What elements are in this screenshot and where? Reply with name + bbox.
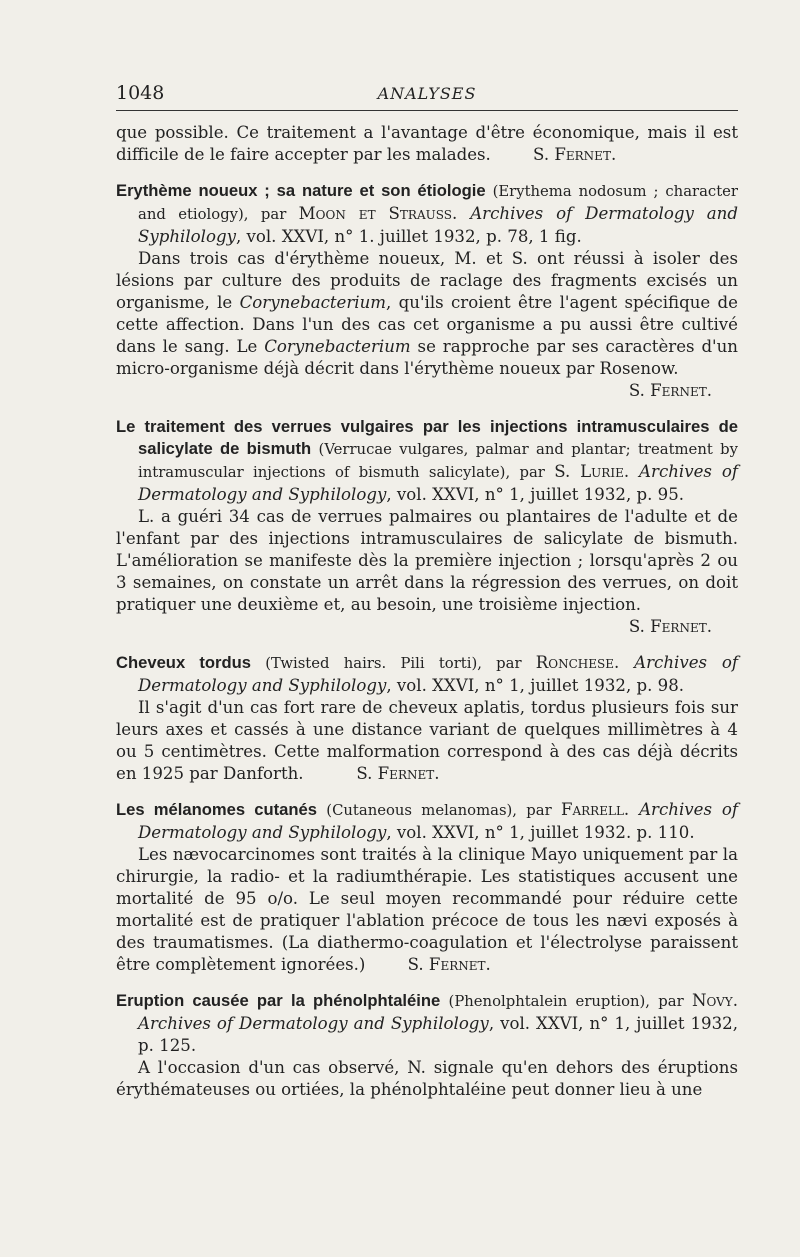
article-title: Cheveux tordus — [116, 653, 251, 672]
signature-line — [116, 616, 738, 638]
article-reference: (Verrucae vulgares, palmar and plantar; treatment by intramuscular injections of bismuth salicylate), par — [138, 441, 738, 481]
article-heading — [116, 652, 738, 697]
journal-details: , vol. XXVI, n° 1, juillet 1932. p. 110. — [386, 823, 695, 842]
page — [116, 82, 738, 1099]
journal-details: , vol. XXVI, n° 1. juillet 1932, p. 78, 1 fig. — [235, 227, 582, 246]
article-title: Le traitement des verrues vulgaires par les injections intramusculaires de salicylate de bismuth — [116, 417, 738, 458]
article-body — [116, 844, 738, 976]
article-reference-sep: . — [732, 991, 738, 1010]
article-body — [116, 248, 738, 380]
body-text: Il s'agit d'un cas fort rare de cheveux aplatis, tordus plusieurs fois sur leurs axes et cassés à une distance variant de quelques millimètres à 4 ou 5 centimètres. Cette malformation correspond à des cas déjà décrits en 1925 par Danforth. — [116, 698, 738, 783]
journal-name: Archives of Dermatology and Syphilology — [138, 204, 738, 246]
article-reference-sep: . — [614, 653, 635, 672]
article-authors: S. Lurie — [554, 462, 624, 481]
article-reference: (Cutaneous melanomas), par — [317, 802, 561, 819]
journal-name: Archives of Dermatology and Syphilology — [138, 800, 738, 842]
body-emphasis: Corynebacterium — [239, 293, 387, 312]
signature: S. Fernet. — [356, 764, 440, 783]
article-reference: (Twisted hairs. Pili torti), par — [250, 655, 536, 672]
article-reference: (Erythema nodosum ; character and etiology), par — [138, 183, 738, 223]
journal-details: , vol. XXVI, n° 1, juillet 1932, p. 98. — [386, 676, 685, 695]
journal-name: Archives of Dermatology and Syphilology — [138, 1014, 489, 1033]
body-text: Les nævocarcinomes sont traités à la clinique Mayo uniquement par la chirurgie, la radio- et la radiumthérapie. Les statistiques accusent une mortalité de 95 o/o. Le seul moyen recommandé pour réduire cette mortalité est de pratiquer l'ablation précoce de tous les nævi exposés à des traumatismes. (La diathermo-coagulation et l'électrolyse paraissent être complètement ignorées.) — [116, 845, 738, 974]
article-reference-sep: . — [623, 462, 640, 481]
journal-name: Archives of Dermatology and Syphilology — [138, 653, 738, 695]
intro-paragraph — [116, 122, 738, 166]
article-heading — [116, 990, 738, 1057]
signature: S. Fernet. — [533, 145, 617, 164]
article-reference-sep: . — [623, 800, 640, 819]
article-authors: Farrell — [560, 800, 624, 819]
article-body: L. a guéri 34 cas de verrues palmaires ou plantaires de l'adulte et de l'enfant par des injections intramusculaires de salicylate de bismuth. L'amélioration se manifeste dès la première injection ; lorsqu'après 2 ou 3 semaines, on constate un arrêt dans la régression des verrues, on doit pratiquer une deuxième et, au besoin, une troisième injection. — [116, 507, 738, 614]
signature: S. Fernet. — [628, 617, 712, 636]
body-text: se rapproche par ses caractères d'un micro-organisme déjà décrit dans l'érythème noueux par Rosenow. — [116, 337, 738, 378]
signature-line — [116, 380, 738, 402]
running-title: ANALYSES — [377, 84, 477, 103]
journal-details: , vol. XXVI, n° 1, juillet 1932, p. 125. — [138, 1014, 738, 1055]
journal-name: Archives of Dermatology and Syphilology — [138, 462, 738, 504]
body-text: , qu'ils croient être l'agent spécifique de cette affection. Dans l'un des cas cet organisme a pu aussi être cultivé dans le sang. Le — [116, 293, 738, 356]
intro-text: que possible. Ce traitement a l'avantage d'être économique, mais il est difficile de le faire accepter par les malades. — [116, 123, 738, 164]
header-rule — [116, 110, 738, 111]
body-emphasis: Corynebacterium — [264, 337, 411, 356]
page-header — [116, 82, 738, 110]
signature: S. Fernet. — [628, 381, 712, 400]
article-title: Erythème noueux ; sa nature et son étiologie — [116, 181, 486, 200]
article-body: A l'occasion d'un cas observé, N. signale qu'en dehors des éruptions érythémateuses ou ortiées, la phénolphtaléine peut donner lieu à une — [116, 1058, 738, 1099]
journal-details: , vol. XXVI, n° 1, juillet 1932, p. 95. — [386, 485, 685, 504]
article-body — [116, 697, 738, 785]
article-heading — [116, 416, 738, 506]
article-reference: (Phenolphtalein eruption), par — [440, 993, 692, 1010]
article-authors: Novy — [691, 991, 733, 1010]
article-title: Eruption causée par la phénolphtaléine — [116, 991, 441, 1010]
article-heading — [116, 799, 738, 844]
article-heading — [116, 180, 738, 248]
article-authors: Ronchese — [535, 653, 615, 672]
article-authors: Moon et Strauss — [298, 204, 452, 223]
article-reference-sep: . — [451, 204, 471, 223]
body-text: Dans trois cas d'érythème noueux, M. et S. ont réussi à isoler des lésions par culture des produits de raclage des fragments excisés un organisme, le — [116, 249, 738, 312]
signature: S. Fernet. — [407, 955, 491, 974]
page-content — [116, 122, 738, 1101]
article-title: Les mélanomes cutanés — [116, 800, 318, 819]
page-number: 1048 — [116, 82, 165, 104]
